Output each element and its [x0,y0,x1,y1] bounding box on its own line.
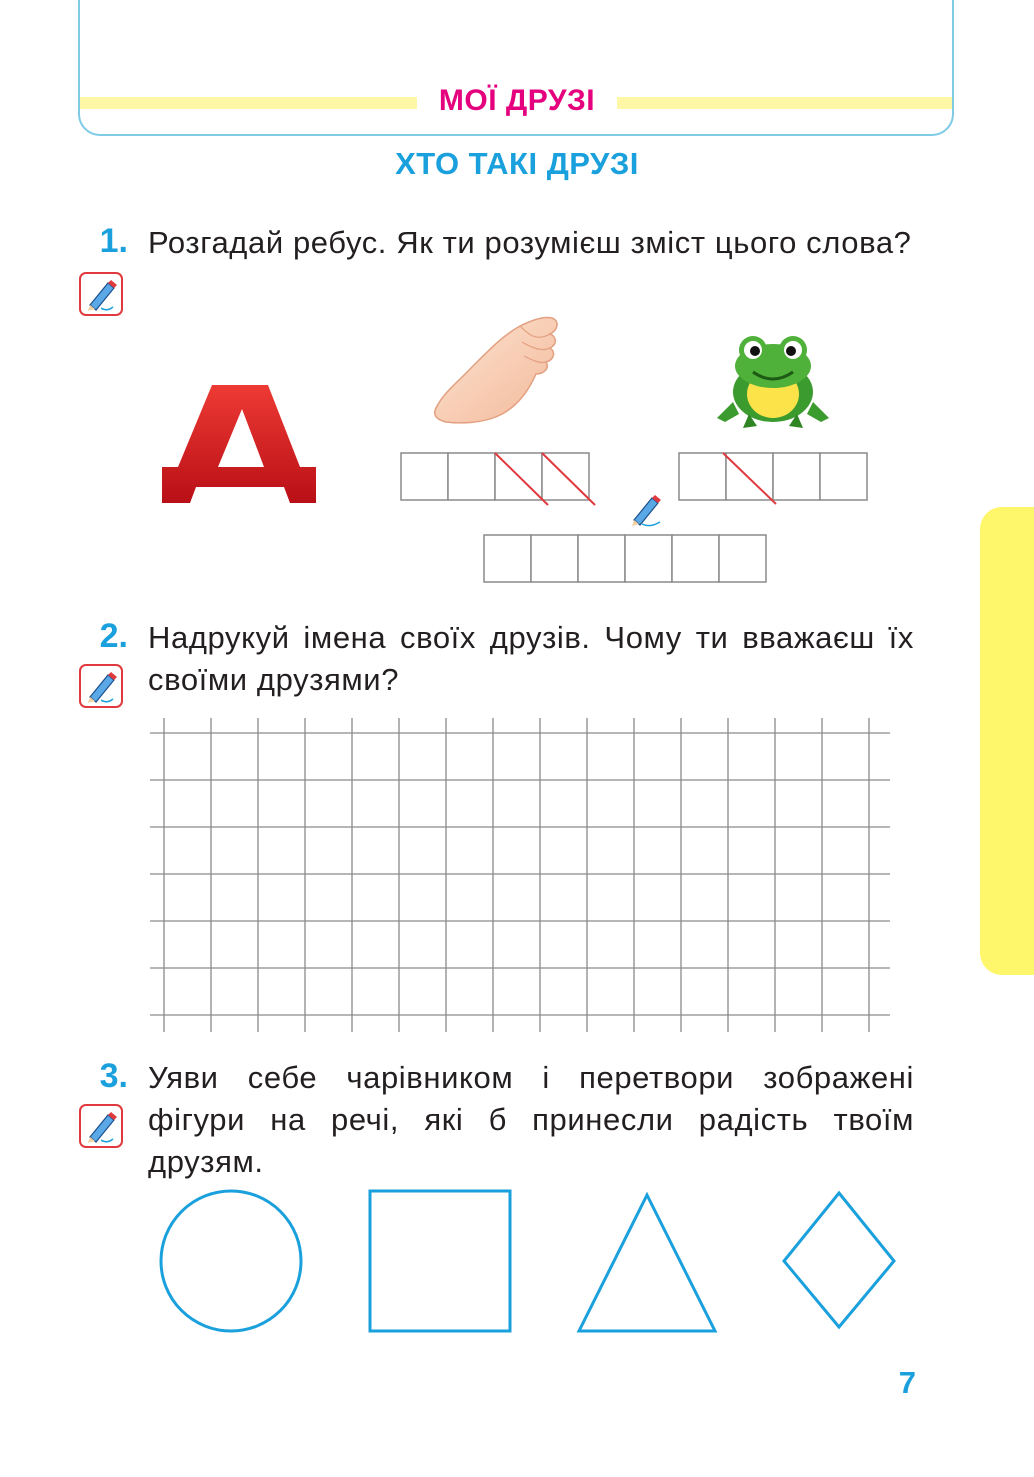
answer-box [484,535,531,582]
side-tab [980,507,1034,975]
task-1-text: Розгадай ребус. Як ти розумієш зміст цього слова? [148,225,912,260]
task-3-number: 3. [99,1057,128,1095]
letter-box [773,453,820,500]
rebus-letter-text: Д [239,460,240,461]
task-1-number: 1. [99,222,128,260]
rebus-letter-d [160,385,318,503]
writing-grid[interactable] [148,716,892,1034]
answer-box [719,535,766,582]
chapter-title: МОЇ ДРУЗІ [417,80,617,122]
square-shape[interactable] [370,1191,510,1331]
pencil-icon [79,272,123,316]
task-2-number: 2. [99,617,128,655]
hand-image [432,312,562,430]
circle-shape[interactable] [161,1191,301,1331]
shapes-row [150,1182,910,1342]
letter-box [820,453,867,500]
answer-box [531,535,578,582]
pencil-icon [79,1104,123,1148]
lesson-title: ХТО ТАКІ ДРУЗІ [395,146,639,181]
rebus-boxes-hand [398,450,598,508]
rebus-answer-boxes[interactable] [481,532,771,586]
pencil-icon [79,664,123,708]
triangle-shape[interactable] [579,1195,715,1331]
answer-box [625,535,672,582]
answer-box [578,535,625,582]
letter-box [679,453,726,500]
rhombus-shape[interactable] [784,1193,894,1327]
small-pencil-icon [628,492,664,528]
rebus-boxes-frog [676,450,872,508]
chapter-title-wrap [0,80,1034,122]
task-2-text: Надрукуй імена своїх друзів. Чому ти вважаєш їх своїми друзями? [148,620,914,697]
page-number: 7 [898,1365,916,1400]
task-3-text: Уяви себе чарівником і перетвори зображені фігури на речі, які б принесли радість твоїм друзям. [148,1060,914,1179]
answer-box [672,535,719,582]
letter-box [401,453,448,500]
frog-image [713,332,833,432]
letter-box [448,453,495,500]
